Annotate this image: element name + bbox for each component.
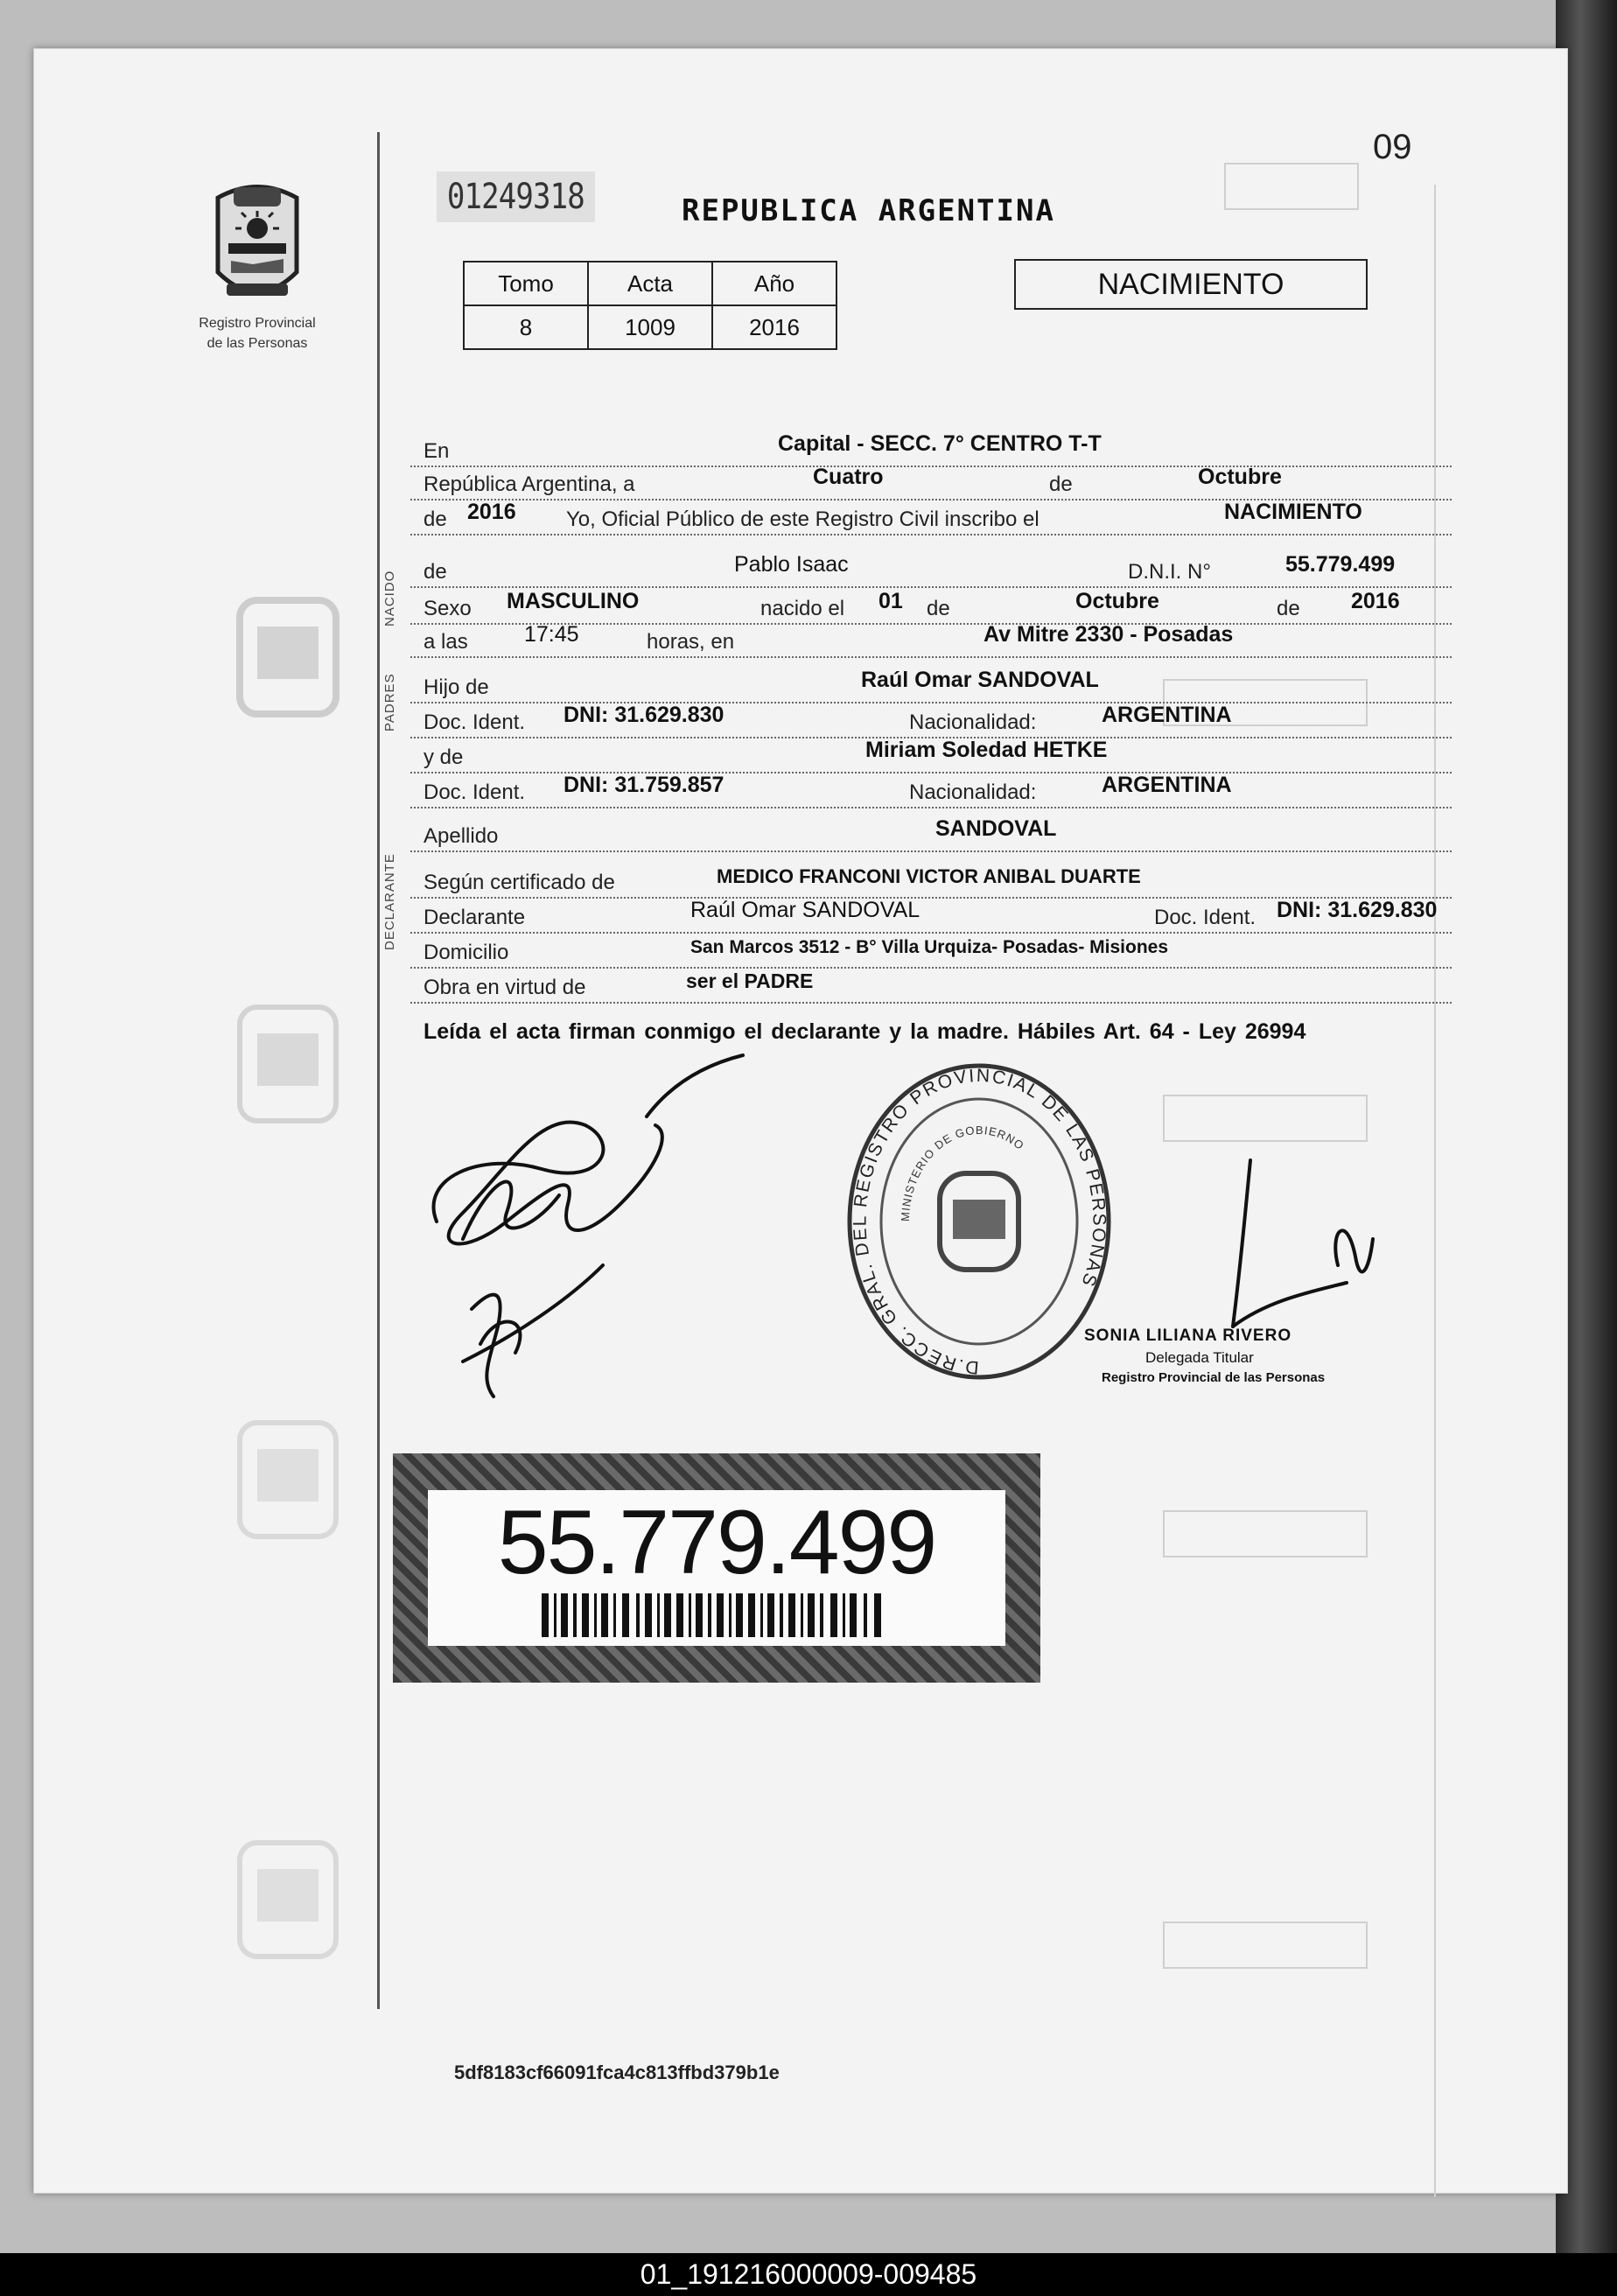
section-label-declarant: DECLARANTE	[382, 853, 397, 950]
field-value-father-nationality: ARGENTINA	[1102, 703, 1232, 727]
field-label: Domicilio	[424, 941, 509, 964]
folio-number: 01249318	[437, 172, 595, 222]
ghost-seal-mark	[231, 592, 345, 723]
field-value-dni: 55.779.499	[1285, 552, 1396, 577]
closing-statement: Leída el acta firman conmigo el declarante y la madre. Hábiles Art. 64 - Ley 26994	[424, 1019, 1306, 1044]
field-label: a las	[424, 630, 468, 654]
field-label: Según certificado de	[424, 871, 615, 894]
field-label: de	[424, 560, 447, 584]
field-value-mother: Miriam Soledad HETKE	[865, 738, 1108, 762]
field-label: Nacionalidad:	[909, 780, 1037, 804]
record-table-header: Año	[712, 262, 836, 305]
field-label: Obra en virtud de	[424, 976, 586, 999]
record-table	[463, 261, 837, 350]
field-label: horas, en	[647, 630, 735, 654]
page-number: 09	[1373, 128, 1412, 166]
field-value-father: Raúl Omar SANDOVAL	[861, 668, 1099, 692]
field-value-capacity: ser el PADRE	[686, 970, 814, 992]
record-type-box: NACIMIENTO	[1014, 259, 1368, 310]
field-label: de	[1049, 472, 1073, 496]
field-value-year: 2016	[467, 500, 516, 524]
margin-rule	[377, 132, 380, 2009]
field-label: y de	[424, 746, 464, 769]
field-value-month: Octubre	[1198, 465, 1282, 489]
field-value-surname: SANDOVAL	[935, 816, 1057, 841]
field-label: Declarante	[424, 906, 526, 929]
form-line-surname	[410, 812, 1452, 852]
ghost-seal-mark	[231, 1414, 345, 1545]
section-label-born: NACIDO	[382, 570, 397, 626]
officer-role: Delegada Titular	[1145, 1349, 1254, 1366]
field-value-mother-nationality: ARGENTINA	[1102, 773, 1232, 797]
form-line-name	[410, 548, 1452, 588]
registry-logo	[174, 180, 340, 352]
logo-caption-line-1: Registro Provincial	[199, 316, 316, 331]
seal-inner-text: MINISTERIO DE GOBIERNO	[898, 1123, 1027, 1222]
field-value-certificate: MEDICO FRANCONI VICTOR ANIBAL DUARTE	[717, 865, 1141, 887]
dni-sticker-number: 55.779.499	[497, 1492, 936, 1593]
field-label: Sexo	[424, 597, 472, 620]
field-label: Doc. Ident.	[424, 780, 526, 804]
field-label: Nacionalidad:	[909, 710, 1037, 734]
ghost-box	[1224, 163, 1359, 210]
field-value-birth-month: Octubre	[1075, 589, 1159, 613]
ghost-seal-mark	[231, 998, 345, 1130]
field-label: República Argentina, a	[424, 472, 635, 496]
field-value-name: Pablo Isaac	[734, 552, 849, 577]
field-label: Hijo de	[424, 676, 489, 699]
ghost-box	[1163, 1922, 1368, 1969]
field-value-declarant-doc: DNI: 31.629.830	[1277, 898, 1438, 922]
field-value-day: Cuatro	[813, 465, 884, 489]
provincial-seal-icon	[200, 180, 314, 312]
field-label: de	[424, 508, 447, 531]
officer-name: SONIA LILIANA RIVERO	[1084, 1326, 1292, 1345]
form-line-time	[410, 618, 1452, 658]
barcode-icon	[542, 1593, 892, 1637]
logo-caption-line-2: de las Personas	[206, 336, 308, 351]
birth-certificate-sheet	[33, 48, 1568, 2194]
field-label: Yo, Oficial Público de este Registro Civil inscribo el	[566, 508, 1040, 531]
ghost-box	[1163, 1510, 1368, 1558]
field-label: de	[927, 597, 950, 620]
dni-sticker	[393, 1453, 1040, 1683]
document-hash: 5df8183cf66091fca4c813ffbd379b1e	[454, 2062, 780, 2083]
seal-ring-text: D.RECC. GRAL. DEL REGISTRO PROVINCIAL DE LAS PERSONAS	[850, 1065, 1110, 1378]
field-label: de	[1277, 597, 1300, 620]
officer-stamp	[1067, 1326, 1417, 1385]
field-label: En	[424, 439, 450, 463]
footer-filename: 01_191216000009-009485	[0, 2253, 1617, 2296]
signature-declarant	[410, 1046, 795, 1414]
dni-sticker-label	[428, 1490, 1005, 1646]
ghost-seal-mark	[231, 1834, 345, 1965]
form-line-mother-doc	[410, 768, 1452, 808]
record-table-header: Tomo	[464, 262, 588, 305]
field-value-declarant: Raúl Omar SANDOVAL	[690, 898, 920, 922]
document-heading: REPUBLICA ARGENTINA	[682, 193, 1055, 228]
field-value-registration: NACIMIENTO	[1224, 500, 1362, 524]
field-value-sex: MASCULINO	[507, 589, 640, 613]
officer-office: Registro Provincial de las Personas	[1102, 1370, 1326, 1385]
field-value-mother-doc: DNI: 31.759.857	[564, 773, 724, 797]
field-value-place: Capital - SECC. 7° CENTRO T-T	[778, 431, 1102, 456]
field-value-father-doc: DNI: 31.629.830	[564, 703, 724, 727]
field-label: D.N.I. N°	[1128, 560, 1211, 584]
field-value-birth-year: 2016	[1351, 589, 1400, 613]
field-label: Doc. Ident.	[424, 710, 526, 734]
record-table-header: Acta	[588, 262, 712, 305]
section-label-parents: PADRES	[382, 673, 397, 732]
field-value-address: San Marcos 3512 - B° Villa Urquiza- Posadas- Misiones	[690, 937, 1169, 957]
ghost-box	[1163, 1095, 1368, 1142]
field-value-birth-place: Av Mitre 2330 - Posadas	[984, 622, 1234, 647]
form-line-capacity	[410, 963, 1452, 1004]
field-label: Apellido	[424, 824, 499, 848]
field-value-birth-day: 01	[878, 589, 903, 613]
field-label: nacido el	[760, 597, 845, 620]
field-label: Doc. Ident.	[1154, 906, 1256, 929]
record-table-cell: 1009	[588, 305, 712, 349]
field-value-time: 17:45	[524, 622, 579, 647]
record-table-cell: 2016	[712, 305, 836, 349]
form-line-registration	[410, 495, 1452, 536]
record-table-cell: 8	[464, 305, 588, 349]
